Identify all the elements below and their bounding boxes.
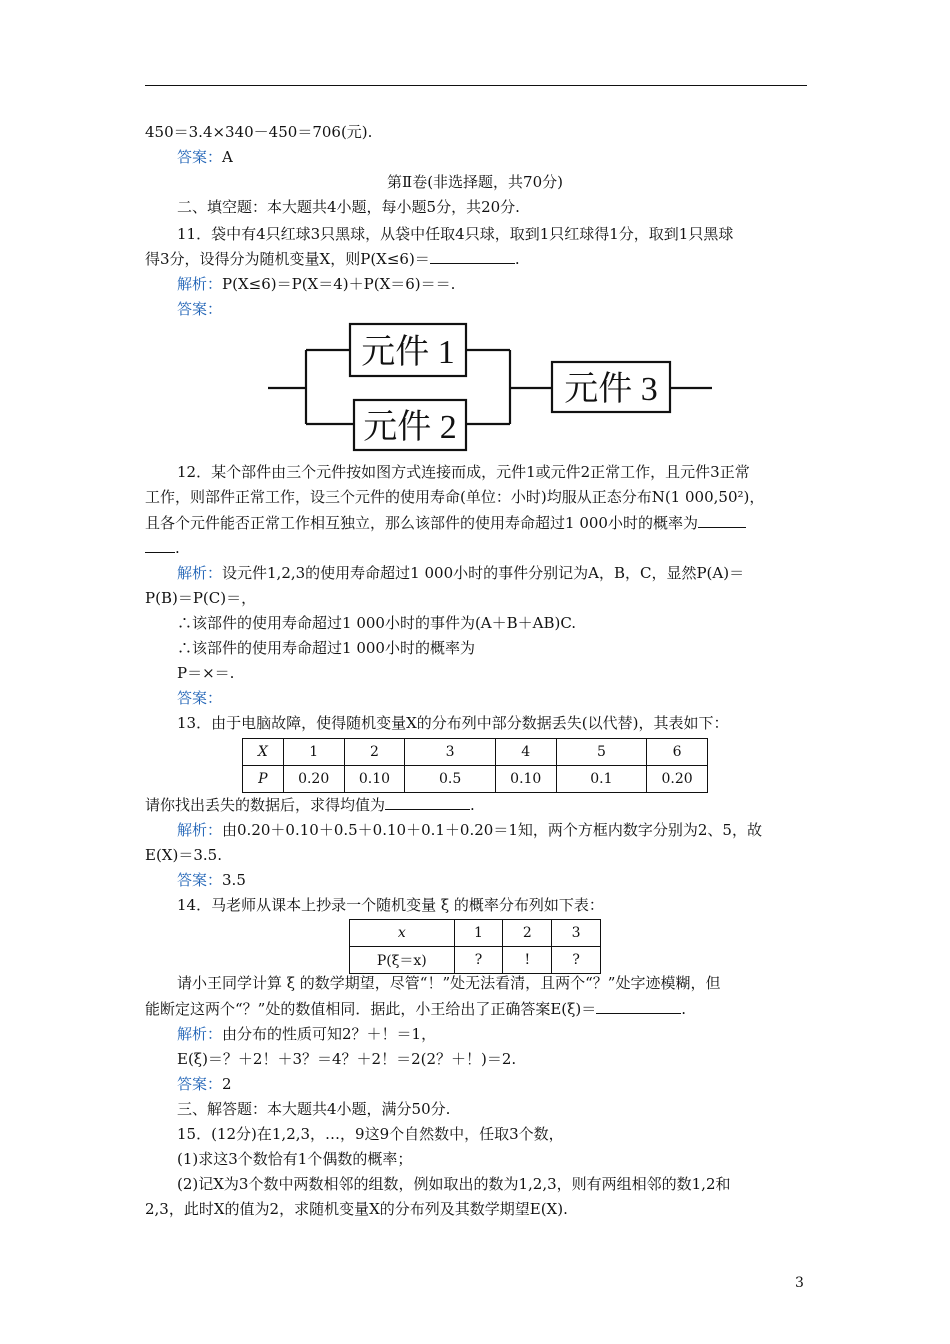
question-14-line1: 14．马老师从课本上抄录一个随机变量 ξ 的概率分布列如下表： (177, 896, 604, 914)
answer-11 (177, 298, 222, 320)
table-cell: 2 (503, 920, 552, 947)
table-cell: P (243, 766, 284, 793)
solution-11 (177, 273, 455, 295)
question-text: 得3分，设得分为随机变量X，则P(X≤6)＝ (145, 250, 430, 268)
table-cell: 5 (556, 739, 647, 766)
question-11-line1: 11．袋中有4只红球3只黑球，从袋中任取4只球，取到1只红球得1分，取到1只黑球 (177, 225, 734, 243)
table-cell: 0.20 (283, 766, 344, 793)
answer-blank-cont (145, 538, 175, 553)
table-cell: 0.10 (495, 766, 556, 793)
question-12-line3 (145, 512, 746, 534)
solution-label: 解析： (177, 275, 223, 293)
answer-blank (385, 795, 470, 810)
solution-text: 由分布的性质可知2？＋！＝1， (222, 1025, 437, 1043)
answer-12 (177, 687, 222, 709)
question-14-line3 (145, 998, 686, 1020)
answer-label: 答案： (177, 300, 223, 318)
table-cell: 0.5 (405, 766, 496, 793)
answer-label: 答案： (177, 689, 223, 707)
solution-12-line5: P＝×＝. (177, 664, 235, 682)
solution-14-line2: E(ξ)＝？＋2！＋3？＝4？＋2！＝2(2？＋！)＝2. (177, 1050, 517, 1068)
section-heading: 二、填空题：本大题共4小题，每小题5分，共20分. (177, 198, 520, 216)
table-cell: ! (503, 947, 552, 974)
component-2-label: 元件 2 (363, 409, 457, 446)
table-cell: 3 (405, 739, 496, 766)
answer-blank (596, 999, 681, 1014)
solution-14-line1 (177, 1023, 436, 1045)
answer-value: 2 (222, 1075, 232, 1093)
solution-label: 解析： (177, 564, 223, 582)
table-cell: 2 (344, 739, 405, 766)
table-cell: 1 (454, 920, 503, 947)
header-rule (145, 85, 807, 86)
solution-text: 由0.20＋0.10＋0.5＋0.10＋0.1＋0.20＝1知，两个方框内数字分别为2、5，故 (222, 821, 762, 839)
table-row (243, 766, 708, 793)
answer-14 (177, 1073, 232, 1095)
question-15-line4: 2,3，此时X的值为2，求随机变量X的分布列及其数学期望E(X). (145, 1200, 568, 1218)
answer-blank (430, 249, 515, 264)
question-12-line1: 12．某个部件由三个元件按如图方式连接而成，元件1或元件2正常工作，且元件3正常 (177, 463, 750, 481)
solution-13-line1 (177, 819, 762, 841)
table-cell: x (350, 920, 455, 947)
table-cell: ? (552, 947, 601, 974)
component-3-label: 元件 3 (564, 371, 658, 408)
table-cell: 0.1 (556, 766, 647, 793)
distribution-table-13 (242, 738, 708, 793)
solution-label: 解析： (177, 821, 223, 839)
question-14-line2: 请小王同学计算 ξ 的数学期望，尽管“！”处无法看清，且两个“？”处字迹模糊，但 (177, 974, 721, 992)
table-cell: 0.10 (344, 766, 405, 793)
table-cell: 3 (552, 920, 601, 947)
answer-label: 答案： (177, 871, 223, 889)
table-row (350, 920, 601, 947)
solution-label: 解析： (177, 1025, 223, 1043)
question-15-line3: (2)记X为3个数中两数相邻的组数，例如取出的数为1,2,3，则有两组相邻的数1,2和 (177, 1175, 731, 1193)
question-text-end: . (470, 796, 475, 814)
question-text: 能断定这两个“？”处的数值相同．据此，小王给出了正确答案E(ξ)＝ (145, 1000, 597, 1018)
question-13-line2 (145, 794, 475, 816)
question-text: 且各个元件能否正常工作相互独立，那么该部件的使用寿命超过1 000小时的概率为 (145, 514, 698, 532)
answer-13 (177, 869, 246, 891)
answer-value: A (222, 148, 233, 166)
table-cell: 4 (495, 739, 556, 766)
page-number: 3 (795, 1275, 804, 1291)
solution-12-line2: P(B)＝P(C)＝， (145, 589, 257, 607)
table-row (243, 739, 708, 766)
solution-12-line4: ∴该部件的使用寿命超过1 000小时的概率为 (177, 639, 475, 657)
table-cell: X (243, 739, 284, 766)
table-cell: 6 (647, 739, 708, 766)
question-12-line4 (145, 537, 180, 559)
solution-12-line1 (177, 562, 744, 584)
table-cell: 1 (283, 739, 344, 766)
section-heading: 三、解答题：本大题共4小题，满分50分. (177, 1100, 451, 1118)
answer-blank (698, 513, 746, 528)
question-15-line1: 15．(12分)在1,2,3，…，9这9个自然数中，任取3个数， (177, 1125, 564, 1143)
question-text-end: . (681, 1000, 687, 1018)
distribution-table-14 (349, 919, 601, 974)
question-text-end: . (175, 539, 180, 557)
question-13-line1: 13．由于电脑故障，使得随机变量X的分布列中部分数据丢失(以代替)，其表如下： (177, 714, 729, 732)
table-row (350, 947, 601, 974)
solution-12-line3: ∴该部件的使用寿命超过1 000小时的事件为(A＋B＋AB)C. (177, 614, 577, 632)
solution-text: 设元件1,2,3的使用寿命超过1 000小时的事件分别记为A，B，C，显然P(A)＝ (222, 564, 745, 582)
answer-label: 答案： (177, 148, 223, 166)
text-line: 450＝3.4×340－450＝706(元). (145, 123, 373, 141)
answer-label: 答案： (177, 1075, 223, 1093)
part-title: 第Ⅱ卷(非选择题，共70分) (387, 173, 563, 191)
table-cell: 0.20 (647, 766, 708, 793)
component-1-label: 元件 1 (361, 334, 455, 371)
question-text: 请你找出丢失的数据后，求得均值为 (145, 796, 386, 814)
answer-value: 3.5 (222, 871, 246, 889)
question-11-line2 (145, 248, 520, 270)
solution-text: P(X≤6)＝P(X＝4)＋P(X＝6)＝＝. (222, 275, 456, 293)
circuit-diagram (268, 318, 718, 460)
question-text-end: . (514, 250, 520, 268)
question-15-line2: (1)求这3个数恰有1个偶数的概率； (177, 1150, 413, 1168)
question-12-line2: 工作，则部件正常工作，设三个元件的使用寿命(单位：小时)均服从正态分布N(1 000,50²)， (145, 488, 765, 506)
solution-13-line2: E(X)＝3.5. (145, 846, 222, 864)
table-cell: ? (454, 947, 503, 974)
answer-10 (177, 146, 233, 168)
table-cell: P(ξ＝x) (350, 947, 455, 974)
